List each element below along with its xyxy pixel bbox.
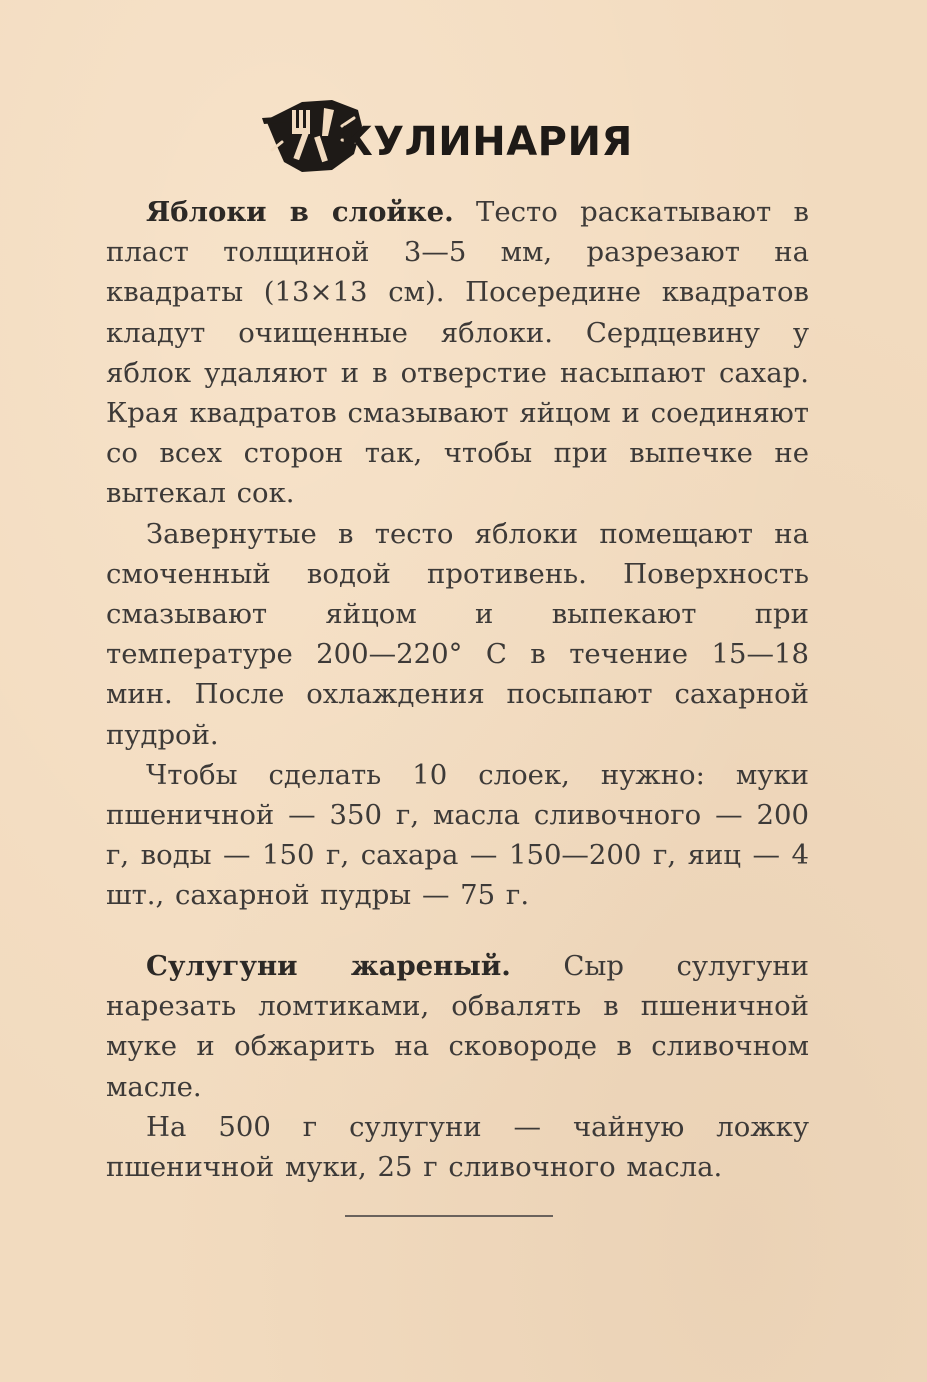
recipe-ingredients: На 500 г сулугуни — чайную ложку пшеничной муки, 25 г сливочного масла. <box>106 1110 809 1184</box>
recipe-paragraph <box>106 1107 809 1187</box>
recipe-title: Яблоки в слойке. <box>146 196 454 228</box>
section-title: КУЛИНАРИЯ <box>340 119 633 165</box>
section-masthead <box>262 96 662 176</box>
recipe-text: Тесто раскатывают в пласт толщиной 3—5 мм, разрезают на квадраты (13×13 см). Посередине квадратов кладут очищенные яблоки. Сердцевину у яблок удаляют и в отверстие насыпают сахар. Края квадратов смазывают яйцом и соединяют со всех сторон так, чтобы при выпечке не вытекал сок. <box>106 196 809 510</box>
recipe-paragraph <box>106 192 809 514</box>
recipe-apples-in-puff <box>106 192 809 916</box>
recipe-ingredients: Чтобы сделать 10 слоек, нужно: муки пшеничной — 350 г, масла сливочного — 200 г, воды — 150 г, сахара — 150—200 г, яиц — 4 шт., сахарной пудры — 75 г. <box>106 758 809 912</box>
recipe-paragraph <box>106 514 809 755</box>
recipe-title: Сулугуни жареный. <box>146 950 511 982</box>
section-divider <box>345 1215 553 1217</box>
recipe-paragraph <box>106 755 809 916</box>
recipe-fried-suluguni <box>106 946 809 1187</box>
recipe-text: Завернутые в тесто яблоки помещают на смоченный водой противень. Поверхность смазывают яйцом и выпекают при температуре 200—220° С в течение 15—18 мин. После охлаждения посыпают сахарной пудрой. <box>106 517 809 751</box>
recipe-paragraph <box>106 946 809 1107</box>
recipe-text: Сыр сулугуни нарезать ломтиками, обвалять в пшеничной муке и обжарить на сковороде в сливочном масле. <box>106 950 809 1103</box>
